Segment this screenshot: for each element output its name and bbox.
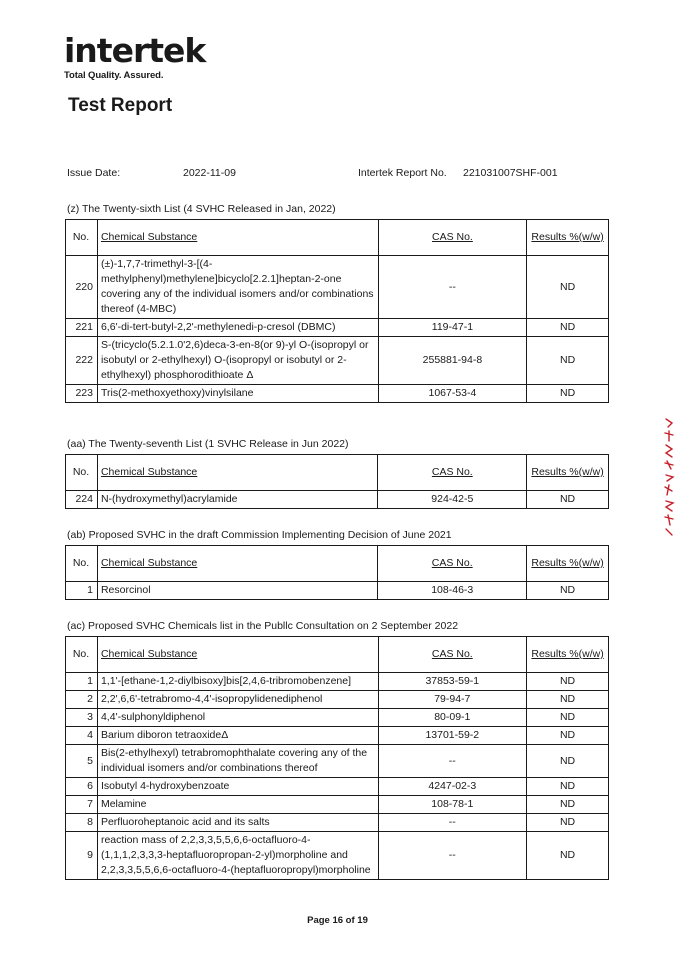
- issue-date-value: 2022-11-09: [183, 167, 236, 179]
- table-row: [66, 727, 609, 745]
- row-result: ND: [527, 337, 609, 385]
- row-no: 6: [66, 778, 98, 796]
- row-no: 8: [66, 814, 98, 832]
- row-substance: (±)-1,7,7-trimethyl-3-[(4-methylphenyl)methylene]bicyclo[2.2.1]heptan-2-one covering any of the individual isomers and/or combinations thereof (4-MBC): [97, 256, 378, 319]
- col-header-substance: [97, 220, 378, 256]
- row-substance: Melamine: [97, 796, 378, 814]
- row-no: 224: [66, 491, 98, 509]
- row-result: ND: [527, 745, 609, 778]
- row-no: 5: [66, 745, 98, 778]
- row-cas: --: [378, 256, 527, 319]
- issue-date-label: Issue Date:: [67, 167, 121, 179]
- page-number: Page 16 of 19: [307, 915, 368, 926]
- col-header-results: [527, 637, 609, 673]
- row-no: 222: [66, 337, 98, 385]
- col-header-cas: [378, 637, 527, 673]
- row-substance: Barium diboron tetraoxideΔ: [97, 727, 378, 745]
- col-header-cas-text: CAS No.: [431, 466, 473, 478]
- table-row: [66, 491, 609, 509]
- col-header-no: No.: [66, 455, 98, 491]
- row-result: ND: [527, 256, 609, 319]
- row-result: ND: [527, 673, 609, 691]
- col-header-substance: [97, 455, 378, 491]
- col-header-results-text: Results %(w/w): [531, 466, 604, 478]
- col-header-cas: [378, 546, 527, 582]
- logo-wordmark: intertek: [64, 31, 206, 70]
- col-header-results-text: Results %(w/w): [531, 231, 604, 243]
- table-row: [66, 385, 609, 403]
- row-cas: 79-94-7: [378, 691, 527, 709]
- row-no: 1: [66, 673, 98, 691]
- row-cas: --: [378, 832, 527, 880]
- row-cas: 4247-02-3: [378, 778, 527, 796]
- col-header-cas: [378, 220, 527, 256]
- section-title-ac: (ac) Proposed SVHC Chemicals list in the Publlc Consultation on 2 September 2022: [67, 620, 459, 632]
- report-number-value: 221031007SHF-001: [463, 167, 558, 179]
- table-header-row: [66, 546, 609, 582]
- row-result: ND: [527, 832, 609, 880]
- table-row: [66, 319, 609, 337]
- col-header-no: No.: [66, 220, 98, 256]
- row-result: ND: [527, 778, 609, 796]
- col-header-results-text: Results %(w/w): [531, 648, 604, 660]
- col-header-substance-text: Chemical Substance: [100, 648, 198, 660]
- col-header-substance-text: Chemical Substance: [100, 231, 198, 243]
- table-row: [66, 796, 609, 814]
- table-row: [66, 778, 609, 796]
- row-substance: Isobutyl 4-hydroxybenzoate: [97, 778, 378, 796]
- col-header-substance: [97, 546, 377, 582]
- seal-stamp-graphic: [663, 415, 675, 540]
- col-header-cas-text: CAS No.: [431, 557, 473, 569]
- row-result: ND: [527, 385, 609, 403]
- row-result: ND: [527, 727, 609, 745]
- row-cas: 924-42-5: [378, 491, 527, 509]
- table-row: [66, 582, 609, 600]
- col-header-cas: [378, 455, 527, 491]
- row-cas: 1067-53-4: [378, 385, 527, 403]
- intertek-logo: [64, 31, 206, 84]
- row-result: ND: [527, 319, 609, 337]
- seal-stamp: [663, 415, 675, 540]
- row-cas: 108-46-3: [378, 582, 527, 600]
- col-header-cas-text: CAS No.: [431, 231, 473, 243]
- section-title-z: (z) The Twenty-sixth List (4 SVHC Released in Jan, 2022): [67, 203, 336, 215]
- logo-tagline: Total Quality. Assured.: [64, 70, 164, 81]
- row-substance: N-(hydroxymethyl)acrylamide: [97, 491, 378, 509]
- row-cas: 13701-59-2: [378, 727, 527, 745]
- row-substance: Perfluoroheptanoic acid and its salts: [97, 814, 378, 832]
- col-header-cas-text: CAS No.: [431, 648, 473, 660]
- col-header-results: [527, 546, 609, 582]
- section-title-aa: (aa) The Twenty-seventh List (1 SVHC Release in Jun 2022): [67, 438, 349, 450]
- table-row: [66, 673, 609, 691]
- row-no: 9: [66, 832, 98, 880]
- row-substance: 6,6'-di-tert-butyl-2,2'-methylenedi-p-cresol (DBMC): [97, 319, 378, 337]
- svhc-table-z: [65, 219, 609, 403]
- row-cas: 108-78-1: [378, 796, 527, 814]
- row-no: 2: [66, 691, 98, 709]
- row-cas: --: [378, 814, 527, 832]
- svhc-table-ab: [65, 545, 609, 600]
- row-result: ND: [527, 796, 609, 814]
- row-no: 221: [66, 319, 98, 337]
- row-cas: 37853-59-1: [378, 673, 527, 691]
- col-header-results-text: Results %(w/w): [531, 557, 604, 569]
- row-substance: 2,2',6,6'-tetrabromo-4,4'-isopropylidenediphenol: [97, 691, 378, 709]
- row-no: 223: [66, 385, 98, 403]
- row-no: 4: [66, 727, 98, 745]
- col-header-substance-text: Chemical Substance: [100, 466, 198, 478]
- col-header-no: No.: [66, 546, 98, 582]
- page-title: Test Report: [68, 95, 173, 116]
- svhc-table-aa: [65, 454, 609, 509]
- table-row: [66, 337, 609, 385]
- row-result: ND: [527, 491, 609, 509]
- row-no: 7: [66, 796, 98, 814]
- row-no: 3: [66, 709, 98, 727]
- col-header-substance-text: Chemical Substance: [100, 557, 198, 569]
- table-row: [66, 709, 609, 727]
- row-result: ND: [527, 814, 609, 832]
- svhc-table-ac: [65, 636, 609, 880]
- row-result: ND: [527, 709, 609, 727]
- col-header-substance: [97, 637, 378, 673]
- table-row: [66, 691, 609, 709]
- row-cas: 119-47-1: [378, 319, 527, 337]
- col-header-results: [527, 220, 609, 256]
- section-title-ab: (ab) Proposed SVHC in the draft Commission Implementing Decision of June 2021: [67, 529, 452, 541]
- report-number-label: Intertek Report No.: [358, 167, 447, 179]
- table-header-row: [66, 220, 609, 256]
- table-header-row: [66, 455, 609, 491]
- row-substance: Bis(2-ethylhexyl) tetrabromophthalate covering any of the individual isomers and/or combinations thereof: [97, 745, 378, 778]
- row-substance: 1,1'-[ethane-1,2-diylbisoxy]bis[2,4,6-tribromobenzene]: [97, 673, 378, 691]
- table-header-row: [66, 637, 609, 673]
- row-substance: S-(tricyclo(5.2.1.0'2,6)deca-3-en-8(or 9)-yl O-(isopropyl or isobutyl or 2-ethylhexyl) O-(isopropyl or isobutyl or 2-ethylhexyl) phosphorodithioate Δ: [97, 337, 378, 385]
- table-row: [66, 832, 609, 880]
- row-no: 1: [66, 582, 98, 600]
- col-header-results: [527, 455, 609, 491]
- row-substance: reaction mass of 2,2,3,3,5,5,6,6-octafluoro-4-(1,1,1,2,3,3,3-heptafluoropropan-2-yl)morpholine and 2,2,3,3,5,5,6,6-octafluoro-4-(heptafluoropropyl)morpholine: [97, 832, 378, 880]
- table-row: [66, 814, 609, 832]
- row-cas: 255881-94-8: [378, 337, 527, 385]
- table-row: [66, 256, 609, 319]
- row-substance: 4,4'-sulphonyldiphenol: [97, 709, 378, 727]
- row-cas: 80-09-1: [378, 709, 527, 727]
- table-row: [66, 745, 609, 778]
- row-cas: --: [378, 745, 527, 778]
- row-result: ND: [527, 582, 609, 600]
- row-no: 220: [66, 256, 98, 319]
- col-header-no: No.: [66, 637, 98, 673]
- row-substance: Resorcinol: [97, 582, 377, 600]
- row-substance: Tris(2-methoxyethoxy)vinylsilane: [97, 385, 378, 403]
- row-result: ND: [527, 691, 609, 709]
